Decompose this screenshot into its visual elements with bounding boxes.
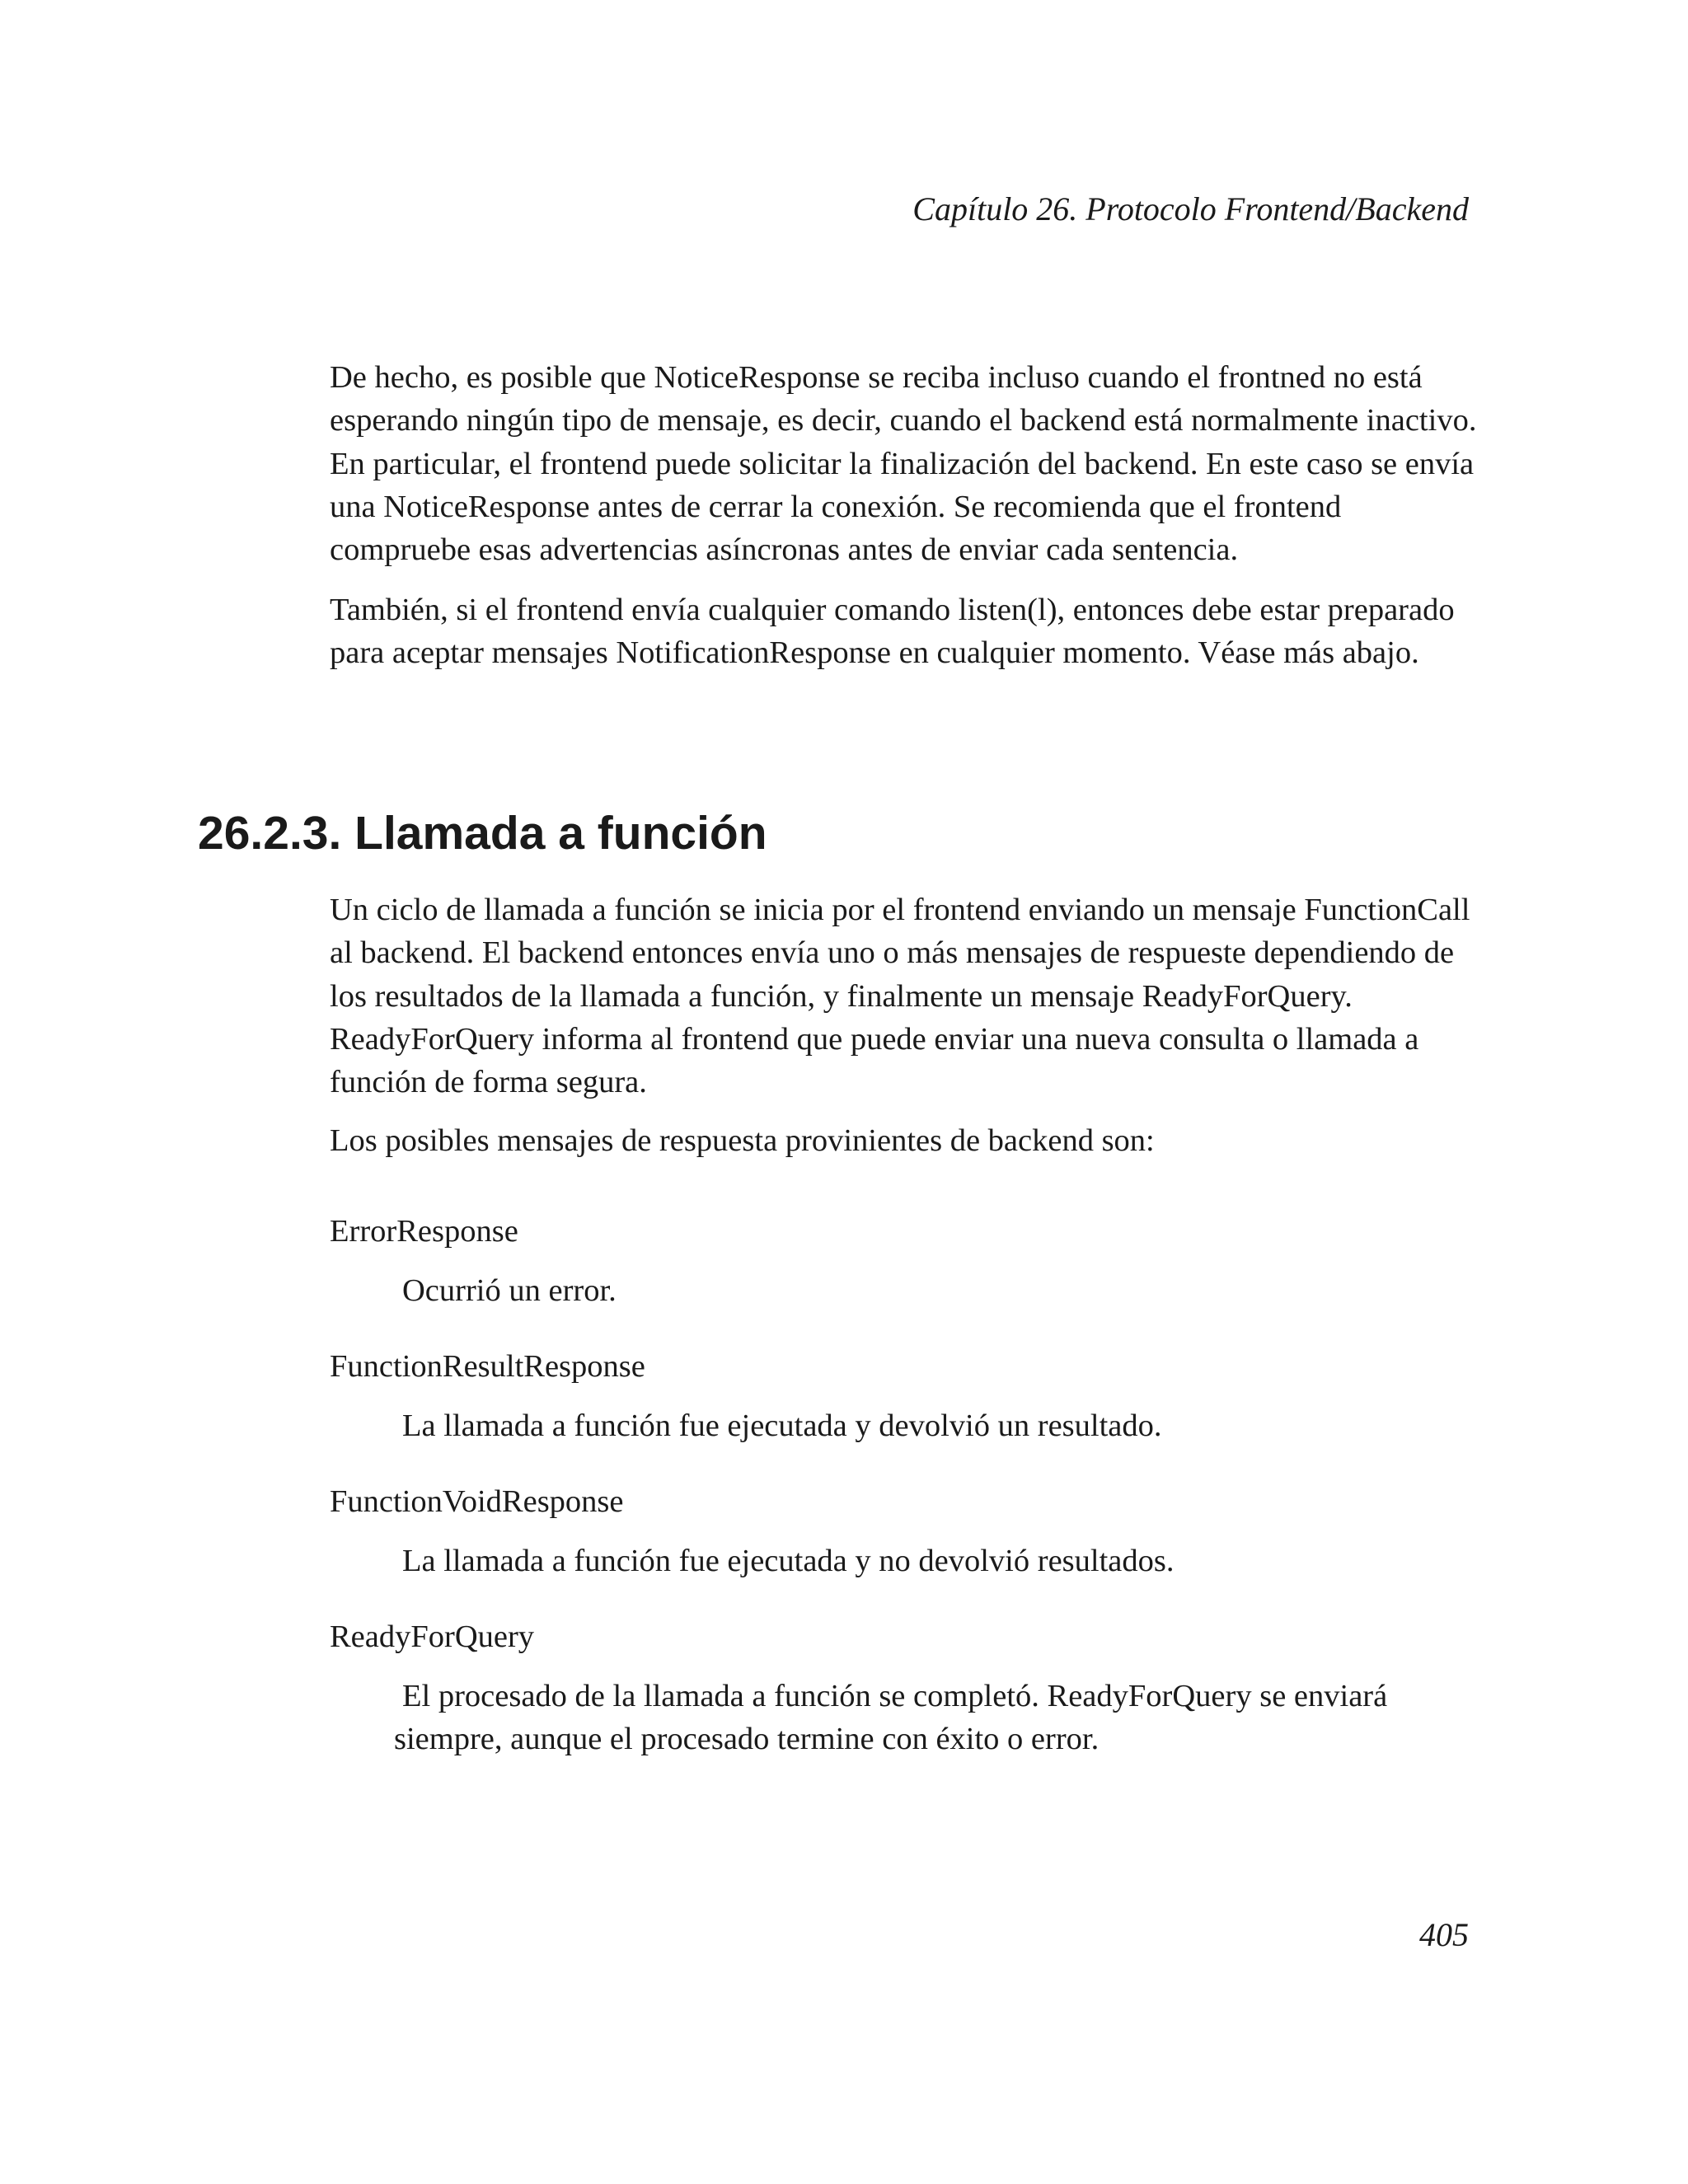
intro-paragraph: También, si el frontend envía cualquier comando listen(l), entonces debe estar preparado para aceptar mensajes NotificationResponse en cualquier momento. Véase más abajo. <box>330 593 1455 671</box>
definition-description: La llamada a función fue ejecutada y devolvió un resultado. <box>402 1408 1162 1443</box>
definition-description: La llamada a función fue ejecutada y no devolvió resultados. <box>402 1544 1175 1578</box>
section-paragraph: Un ciclo de llamada a función se inicia por el frontend enviando un mensaje FunctionCall al backend. El backend entonces envía uno o más mensajes de respueste dependiendo de los resultados de la llamada a función, y finalmente un mensaje ReadyForQuery. ReadyForQuery informa al frontend que puede enviar una nueva consulta o llamada a función de forma segura. <box>330 893 1470 1100</box>
definition-term: ReadyForQuery <box>330 1619 535 1654</box>
running-header: Capítulo 26. Protocolo Frontend/Backend <box>912 190 1469 227</box>
definition-term: FunctionVoidResponse <box>330 1484 624 1519</box>
definition-term: FunctionResultResponse <box>330 1349 645 1384</box>
definition-description: Ocurrió un error. <box>402 1273 617 1308</box>
definition-term: ErrorResponse <box>330 1214 518 1249</box>
section-heading: 26.2.3. Llamada a función <box>198 807 767 860</box>
definition-description: El procesado de la llamada a función se completó. ReadyForQuery se enviará siempre, aunque el procesado termine con éxito o error. <box>394 1679 1388 1757</box>
intro-paragraph: De hecho, es posible que NoticeResponse se reciba incluso cuando el frontned no está esperando ningún tipo de mensaje, es decir, cuando el backend está normalmente inactivo. En particular, el frontend puede solicitar la finalización del backend. En este caso se envía una NoticeResponse antes de cerrar la conexión. Se recomienda que el frontend compruebe esas advertencias asíncronas antes de enviar cada sentencia. <box>330 360 1477 568</box>
page-number: 405 <box>1419 1916 1469 1953</box>
section-paragraph: Los posibles mensajes de respuesta provinientes de backend son: <box>330 1123 1155 1158</box>
